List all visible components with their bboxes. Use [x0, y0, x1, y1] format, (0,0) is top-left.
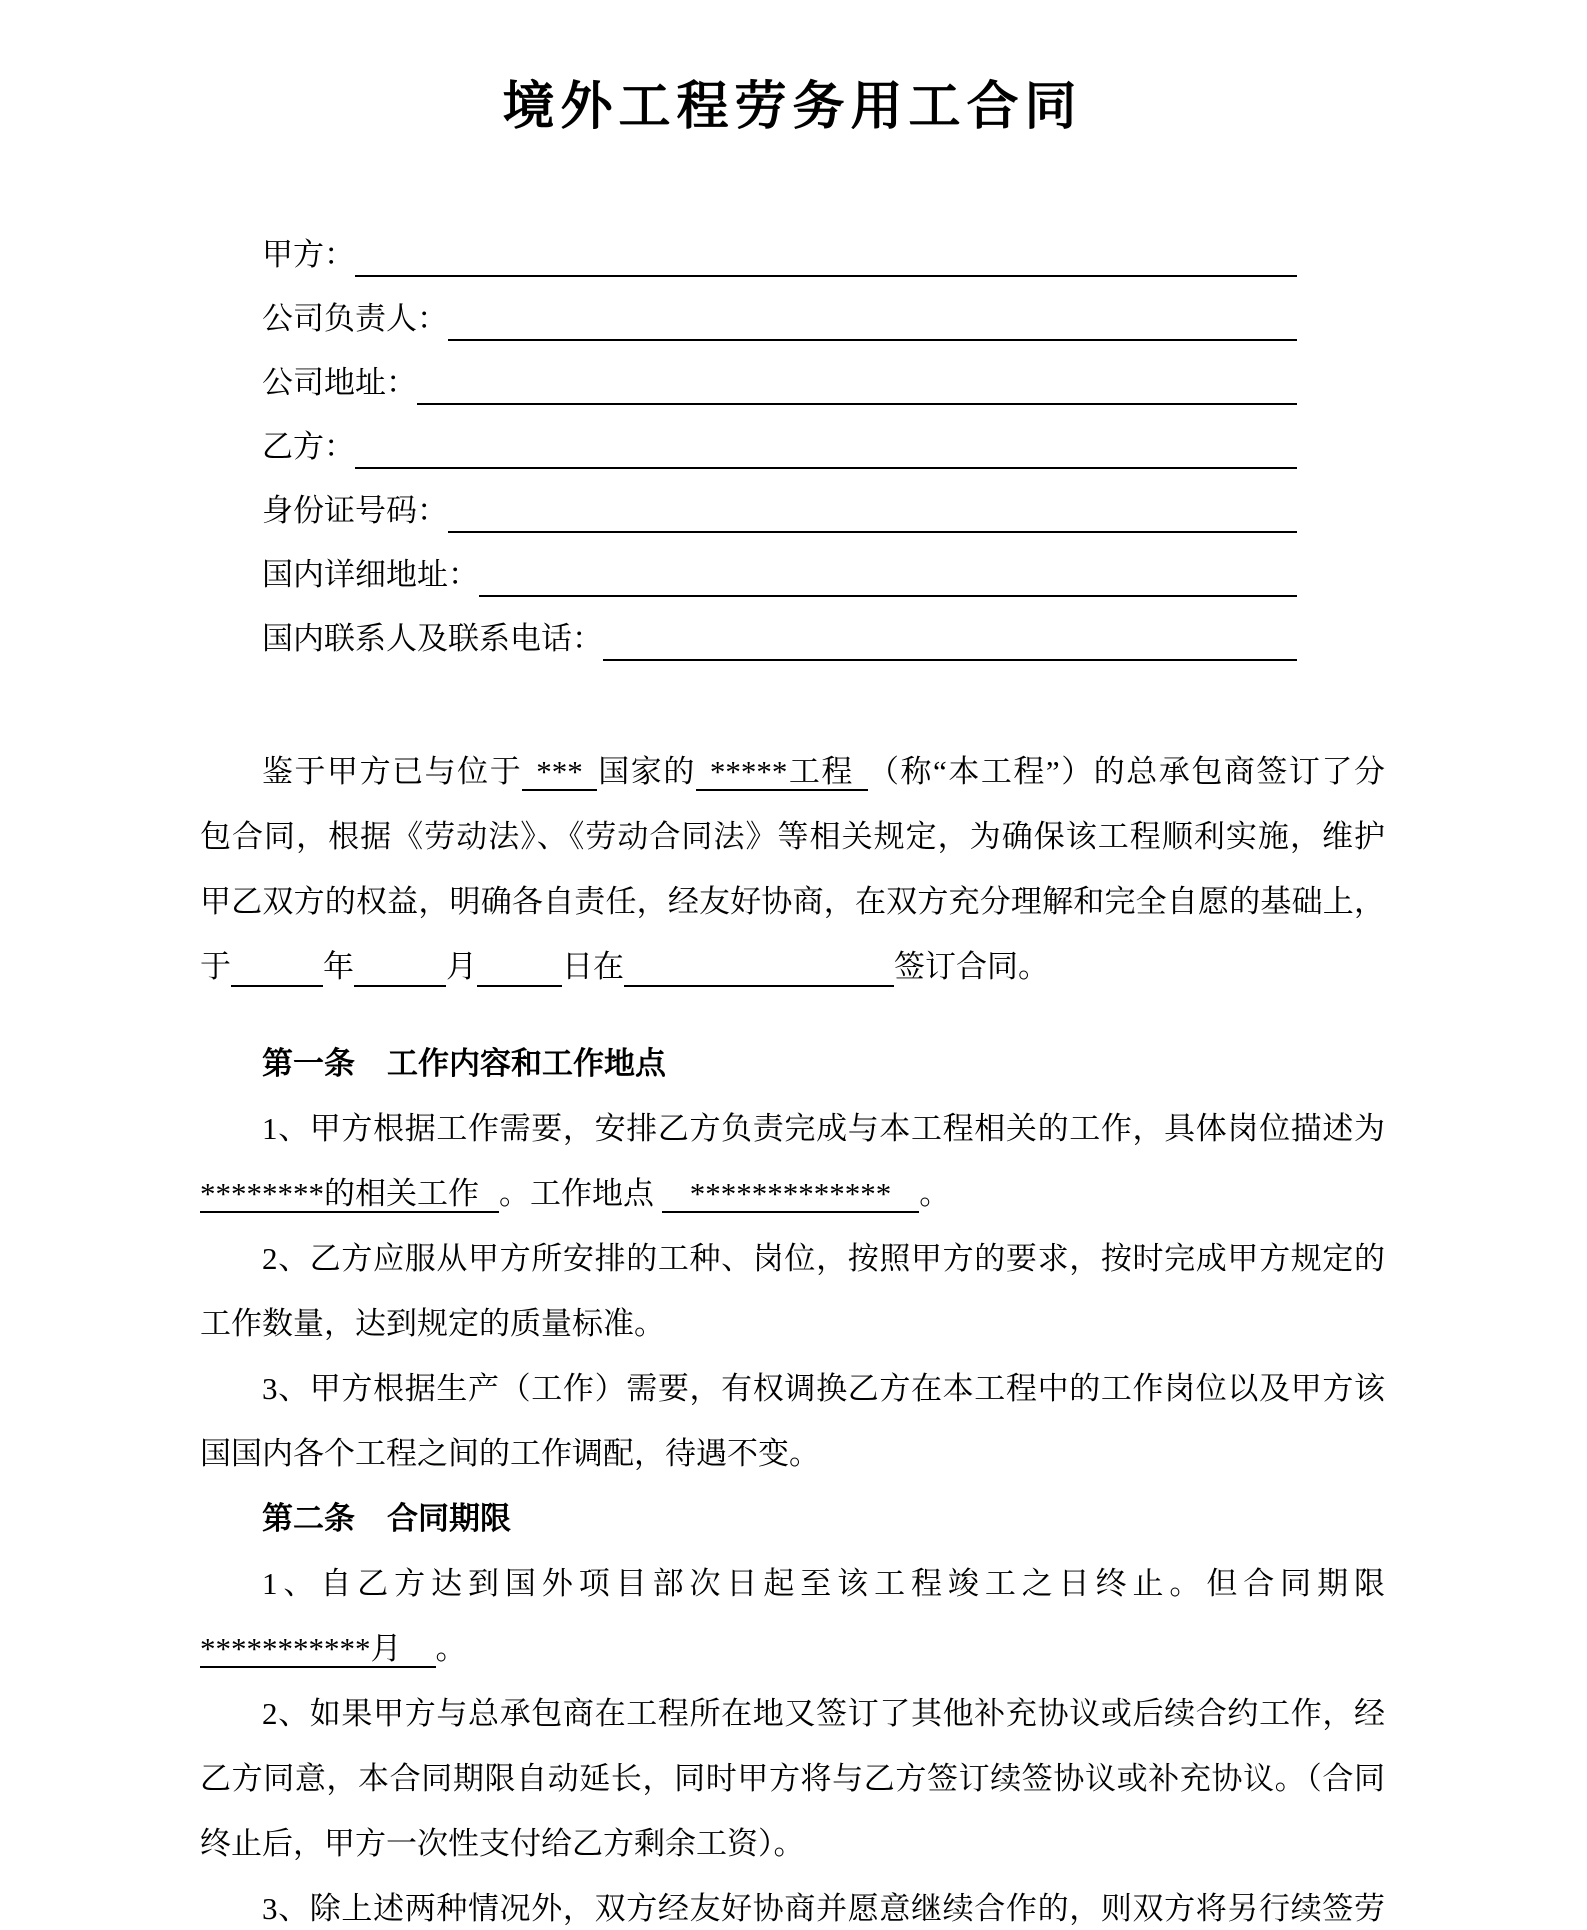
intro-paragraph [200, 739, 1385, 999]
article-2-item-2-line-3: 终止后，甲方一次性支付给乙方剩余工资）。 [200, 1826, 805, 1861]
item-text: 。 [435, 1631, 467, 1666]
intro-text: （称“本工程”）的总承包商签订了分 [867, 754, 1385, 789]
form-row-domestic-contact [262, 607, 1385, 671]
item-text: 。 [919, 1176, 951, 1211]
intro-text: 国家的 [596, 754, 696, 789]
article-1 [200, 1031, 1385, 1486]
project-blank: *****工程 [696, 754, 868, 791]
form-label: 公司地址： [262, 365, 417, 400]
article-2-item-1-line-2 [200, 1616, 1385, 1681]
intro-line-3: 甲乙双方的权益，明确各自责任，经友好协商，在双方充分理解和完全自愿的基础上， [200, 884, 1385, 919]
month-blank [354, 941, 446, 987]
page-content [0, 78, 1587, 1930]
form-row-company-address [262, 351, 1385, 415]
intro-line-2: 包合同，根据《劳动法》、《劳动合同法》等相关规定，为确保该工程顺利实施，维护 [200, 819, 1385, 854]
article-2-heading [200, 1486, 1385, 1551]
job-description-blank: ********的相关工作 [200, 1176, 499, 1213]
blank-line [479, 543, 1297, 597]
intro-text: 日在 [562, 949, 624, 984]
form-row-id-number [262, 479, 1385, 543]
form-label: 乙方： [262, 429, 355, 464]
blank-line [603, 607, 1297, 661]
form-row-party-b [262, 415, 1385, 479]
intro-text: 月 [446, 949, 477, 984]
form-label: 甲方： [262, 237, 355, 272]
form-label: 身份证号码： [262, 493, 448, 528]
day-blank [477, 941, 562, 987]
article-number: 第一条 [262, 1046, 355, 1081]
intro-line-4 [200, 934, 1385, 999]
article-2-item-2-line-1: 2、如果甲方与总承包商在工程所在地又签订了其他补充协议或后续合约工作，经 [262, 1696, 1385, 1731]
article-1-item-1-line-1: 1、甲方根据工作需要，安排乙方负责完成与本工程相关的工作，具体岗位描述为 [262, 1111, 1385, 1146]
article-1-heading [200, 1031, 1385, 1096]
article-2-item-2-line-2: 乙方同意，本合同期限自动延长，同时甲方将与乙方签订续签协议或补充协议。（合同 [200, 1761, 1385, 1796]
party-info-form [200, 223, 1385, 671]
form-label: 国内详细地址： [262, 557, 479, 592]
article-1-item-3-line-2: 国国内各个工程之间的工作调配，待遇不变。 [200, 1436, 820, 1471]
article-title: 工作内容和工作地点 [387, 1046, 666, 1081]
article-title: 合同期限 [387, 1501, 511, 1536]
item-text: 。工作地点 [499, 1176, 654, 1211]
intro-text: 签订合同。 [894, 949, 1049, 984]
blank-line [448, 479, 1297, 533]
article-2 [200, 1486, 1385, 1930]
form-row-company-head [262, 287, 1385, 351]
article-number: 第二条 [262, 1501, 355, 1536]
article-1-item-3-line-1: 3、甲方根据生产（工作）需要，有权调换乙方在本工程中的工作岗位以及甲方该 [262, 1371, 1385, 1406]
article-2-item-3-line-1: 3、除上述两种情况外，双方经友好协商并愿意继续合作的，则双方将另行续签劳 [262, 1891, 1385, 1926]
country-blank: *** [522, 754, 597, 791]
article-2-item-1-line-1: 1、自乙方达到国外项目部次日起至该工程竣工之日终止。但合同期限 [262, 1566, 1385, 1601]
intro-text: 于 [200, 949, 231, 984]
year-blank [231, 941, 323, 987]
intro-text: 鉴于甲方已与位于 [262, 754, 523, 789]
document-title: 境外工程劳务用工合同 [502, 79, 1083, 136]
intro-line-1 [200, 739, 1385, 804]
contract-term-blank: ***********月 [200, 1631, 436, 1668]
form-row-domestic-address [262, 543, 1385, 607]
blank-line [417, 351, 1297, 405]
form-row-party-a [262, 223, 1385, 287]
form-label: 公司负责人： [262, 301, 448, 336]
place-blank [624, 941, 894, 987]
blank-line [448, 287, 1297, 341]
blank-line [355, 223, 1297, 277]
article-1-item-2-line-1: 2、乙方应服从甲方所安排的工种、岗位，按照甲方的要求，按时完成甲方规定的 [262, 1241, 1385, 1276]
article-1-item-1-line-2 [200, 1161, 1385, 1226]
work-location-blank: ************* [662, 1176, 920, 1213]
article-1-item-2-line-2: 工作数量，达到规定的质量标准。 [200, 1306, 665, 1341]
blank-line [355, 415, 1297, 469]
form-label: 国内联系人及联系电话： [262, 621, 603, 656]
intro-text: 年 [323, 949, 354, 984]
